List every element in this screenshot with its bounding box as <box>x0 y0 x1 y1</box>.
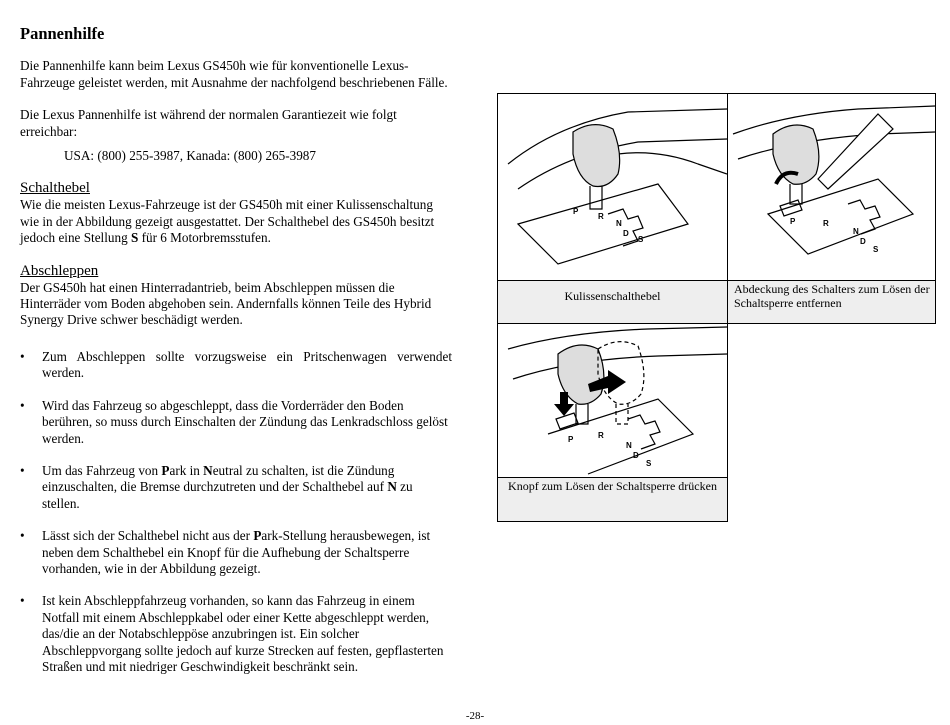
gate-label: D <box>860 237 866 246</box>
abschleppen-text: Der GS450h hat einen Hinterradantrieb, beim Abschleppen müssen die Hinterräder vom Boden abgehoben sein. Andernfalls können Teile des Hybrid Synergy Drive schwer beschädigt werden. <box>20 279 432 328</box>
intro-paragraph: Die Pannenhilfe kann beim Lexus GS450h wie für konventionelle Lexus-Fahrzeuge geleistet werden, mit Ausnahme der nachfolgend beschriebenen Fälle. <box>20 58 448 90</box>
bullet-item: • Lässt sich der Schalthebel nicht aus der Park-Stellung herausbewegen, ist neben dem Schalthebel ein Knopf für die Aufhebung der Schaltsperre vorhanden, wie in der Abbildung gezeigt. <box>20 528 452 577</box>
gate-label: P <box>568 435 574 444</box>
figure-caption: Kulissenschalthebel <box>497 280 728 324</box>
shift-lock-cover-figure <box>727 93 936 281</box>
gate-label: R <box>598 431 604 440</box>
schalthebel-heading: Schalthebel <box>20 180 90 197</box>
gate-label: R <box>823 219 829 228</box>
bullet-item: • Zum Abschleppen sollte vorzugsweise ein Pritschenwagen verwendet werden. <box>20 349 452 382</box>
gate-label: N <box>853 227 859 236</box>
gate-label: N <box>616 219 622 228</box>
phone-numbers: USA: (800) 255-3987, Kanada: (800) 265-3987 <box>64 148 316 164</box>
abschleppen-heading: Abschleppen <box>20 262 99 279</box>
gate-label: R <box>598 212 604 221</box>
figure-caption: Abdeckung des Schalters zum Lösen der Schaltsperre entfernen <box>727 280 936 324</box>
page-number: -28- <box>465 710 485 722</box>
bullet-item: • Wird das Fahrzeug so abgeschleppt, dass die Vorderräder den Boden berühren, so muss durch Einschalten der Zündung das Lenkradschloss gelöst werden. <box>20 398 452 447</box>
text-column <box>20 26 452 691</box>
bullet-item: • Ist kein Abschleppfahrzeug vorhanden, so kann das Fahrzeug in einem Notfall mit einem Abschleppkabel oder einer Kette abgeschleppt werden, das/die an der Notabschleppöse anzubringen ist. Ein solcher Abschleppvorgang sollte jedoch auf kurze Strecken auf festen, gepflasterten Straßen und mit niedriger Geschwindigkeit beschränkt sein. <box>20 593 452 675</box>
gate-label: N <box>626 441 632 450</box>
towing-bullet-list <box>20 349 452 676</box>
gate-label: S <box>873 245 879 254</box>
figure-grid <box>497 93 936 522</box>
contact-paragraph: Die Lexus Pannenhilfe ist während der normalen Garantiezeit wie folgt erreichbar: <box>20 107 397 139</box>
gate-label: D <box>633 451 639 460</box>
gate-label: P <box>573 207 579 216</box>
gate-label: P <box>790 217 796 226</box>
gate-label: D <box>623 229 629 238</box>
gate-label: S <box>638 235 644 244</box>
gate-label: S <box>646 459 652 468</box>
bullet-item: • Um das Fahrzeug von Park in Neutral zu schalten, ist die Zündung einzuschalten, die Bremse durchzutreten und der Schalthebel auf N zu stellen. <box>20 463 452 512</box>
schalthebel-text: Wie die meisten Lexus-Fahrzeuge ist der GS450h mit einer Kulissenschaltung wie in der Abbildung gezeigt ausgestattet. Der Schalthebel des GS450h besitzt jedoch eine Stellung S für 6 Motorbremsstufen. <box>20 197 435 246</box>
page-title: Pannenhilfe <box>20 24 105 43</box>
shift-lever-figure <box>497 93 728 281</box>
figure-caption: Knopf zum Lösen der Schaltsperre drücken <box>497 477 728 522</box>
shift-lock-release-figure <box>497 323 728 478</box>
